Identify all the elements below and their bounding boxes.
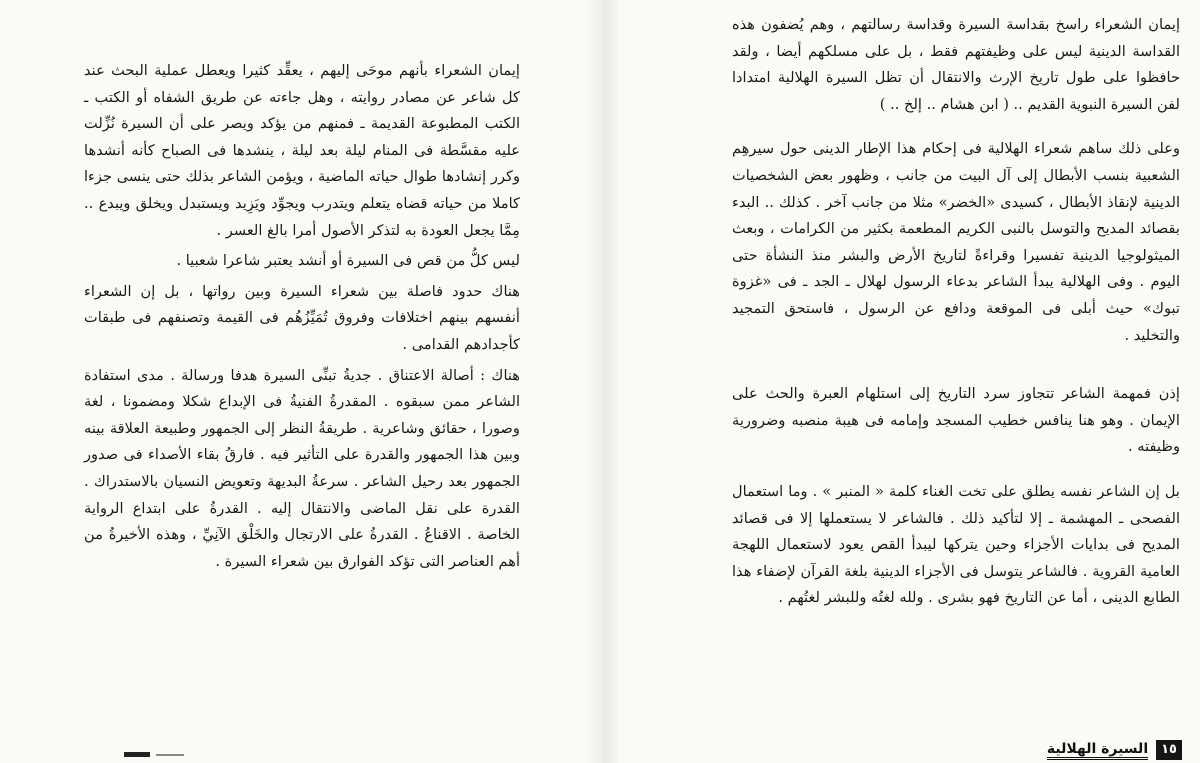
right-paragraph-3: إذن فمهمة الشاعر تتجاوز سرد التاريخ إلى استلهام العبرة والحث على الإيمان . وهو هنا ينافس خطيب المسجد وإمامه فى هيبة منصبه وضرورية وظيفته . [732, 385, 1180, 456]
right-paragraph-2: وعلى ذلك ساهم شعراء الهلالية فى إحكام هذا الإطار الدينى حول سيرهِم الشعبية بنسب الأبطال إلى آل البيت من جانب ، وظهور بعض الشخصيات الدينية لإنقاذ الأبطال ، كسيدى «الخضر» مثلا من جانب آخر . كذلك .. البدء بقصائد المديح والتوسل بالنبى الكريم المطعمة بكثير من الكرامات ، وبعث الميثولوجيا الدينية تفسيرا وقراءةً لتاريخ الأرض والبشر منذ النشأة حتى اليوم . وفى الهلالية يبدأ الشاعر بدعاء الرسول لهلال ـ الجد ـ فى «غزوة تبوك» حيث أبلى فى الموقعة ودافع عن الرسول ، فاستحق التمجيد والتخليد . [732, 140, 1180, 344]
left-paragraph-3: هناك حدود فاصلة بين شعراء السيرة وبين رواتها ، بل إن الشعراء أنفسهم بينهم اختلافات وفروق تُمَيِّزُهُم فى القيمة وتصنفهم فى طبقات كأجدادهم القدامى . [84, 282, 520, 353]
left-paragraph-1: إيمان الشعراء بأنهم موحَى إليهم ، يعقِّد كثيرا ويعطل عملية البحث عند كل شاعر عن مصادر روايته ، وهل جاءته عن طريق الشفاه أو الكتب ـ الكتب المطبوعة القديمة ـ فمنهم من يؤكد ويصر على أن السيرة نُزِّلت عليه مقسَّطة فى المنام ليلة بعد ليلة ، ينشدها فى الصباح كأنه أنشدها وكرر إنشادها طوال حياته الماضية ، ويؤمن الشاعر بذلك حتى ينسى جزءا كاملا من حياته قضاه يتعلم ويتدرب ويجوِّد ويَزِيد ويستبدل ويخلق ويبدع .. مِمَّا يجعل العودة به لتذكر الأصول أمرا بالغ العسر . [84, 62, 520, 239]
book-gutter [586, 0, 620, 763]
right-paragraph-1: إيمان الشعراء راسخ بقداسة السيرة وقداسة رسالتهم ، وهم يُضفون هذه القداسة الدينية ليس على وظيفتهم فقط ، بل على مسلكهم أيضا ، ولقد حافظوا على طول تاريخ الإرث والانتقال أن تظل السيرة الهلالية امتدادا لفن السيرة النبوية القديم .. ( ابن هشام .. إلخ .. ) [732, 16, 1180, 113]
left-footer-ornament [124, 752, 184, 757]
right-paragraph-4: بل إن الشاعر نفسه يطلق على تخت الغناء كلمة « المنبر » . وما استعمال الفصحى ـ المهشمة ـ إلا لتأكيد ذلك . فالشاعر لا يستعملها إلا فى قصائد المديح فى بدايات الأجزاء وحين يتركها ليبدأ القص يعود لاستعمال اللهجة العامية القروية . فالشاعر يتوسل فى الأجزاء الدينية بلغة القرآن لإضفاء هذا الطابع الدينى ، أما عن التاريخ فهو بشرى . ولله لغتُه وللبشر لغتُهم . [732, 482, 1180, 607]
left-paragraph-2: ليس كلُّ من قص فى السيرة أو أنشد يعتبر شاعرا شعبيا . [176, 252, 520, 270]
right-page [732, 12, 1180, 612]
left-page [84, 58, 520, 575]
footer-rule-thick [124, 752, 150, 757]
running-title: السيرة الهلالية [1047, 741, 1148, 760]
page-number: ١٥ [1156, 740, 1182, 760]
page-footer [1047, 740, 1182, 760]
footer-rule-thin [156, 754, 184, 756]
left-paragraph-4: هناك : أصالة الاعتناق . جديةُ تبنِّى السيرة هدفا ورسالة . مدى استفادة الشاعر ممن سبقوه . المقدرةُ الفنيةُ فى الإبداع شكلا ومضمونا ، لغة وصورا ، حقائق وشاعرية . طريقةُ النظر إلى الجمهور وطبيعة العلاقة بينه وبين هذا الجمهور والقدرة على التأثير فيه . فارقُ بقاء الأصداء فى صدور الجمهور بعد رحيل الشاعر . سرعةُ البديهة وتعويض النسيان بالاستدراك . القدرة على نقل الماضى والانتقال إليه . القدرةُ على ابتداع الرواية الخاصة . الاقناعُ . القدرةُ على الارتجال والخَلْق الآنِيِّ ، وهذه الأخيرةُ من أهم العناصر التى تؤكد الفوارق بين شعراء السيرة . [84, 366, 520, 570]
